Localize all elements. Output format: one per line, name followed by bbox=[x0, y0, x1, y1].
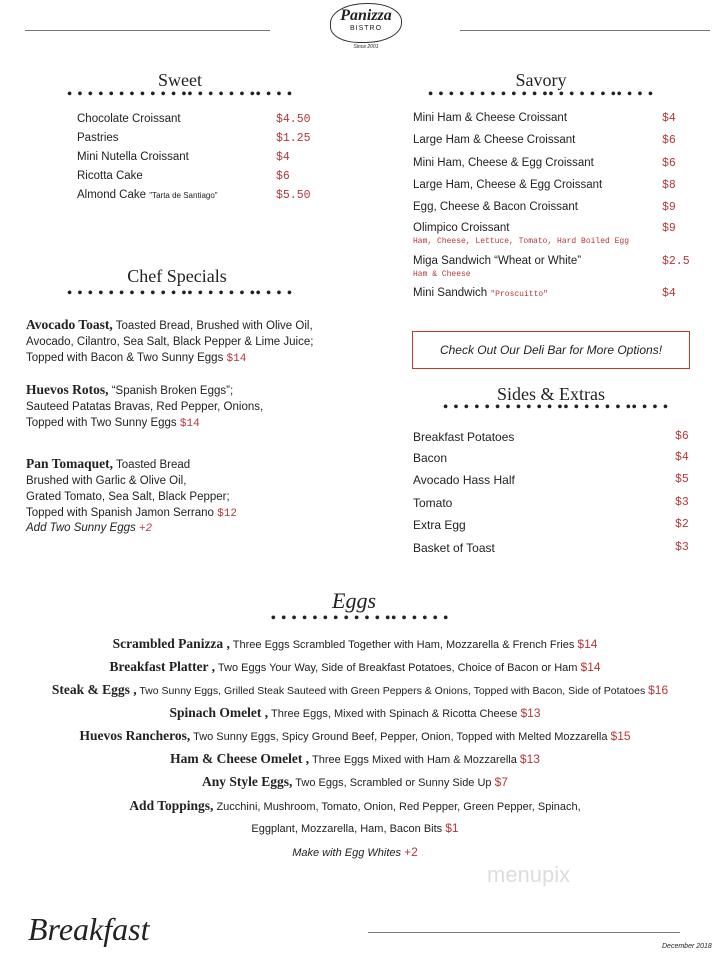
dish-price: $16 bbox=[648, 683, 669, 697]
description-text: Topped with Two Sunny Eggs bbox=[26, 417, 177, 429]
item-price: $4 bbox=[276, 151, 290, 164]
egg-whites-note bbox=[0, 845, 710, 859]
description-text: Topped with Bacon & Two Sunny Eggs bbox=[26, 352, 224, 364]
special-name: Huevos Rotos, bbox=[26, 382, 109, 397]
item-name: Miga Sandwich “Wheat or White” bbox=[413, 255, 582, 267]
menu-item bbox=[77, 189, 218, 201]
menu-item bbox=[77, 113, 181, 125]
item-name: Mini Nutella Croissant bbox=[77, 151, 189, 163]
chef-special bbox=[26, 317, 313, 367]
description-line bbox=[26, 415, 263, 432]
dish-description: Zucchini, Mushroom, Tomato, Onion, Red Pepper, Green Pepper, Spinach, bbox=[216, 801, 581, 813]
item-price: $6 bbox=[276, 170, 290, 183]
chef-addon bbox=[26, 522, 152, 535]
menu-item bbox=[413, 287, 548, 299]
item-name: Ricotta Cake bbox=[77, 170, 143, 182]
item-name: Mini Sandwich bbox=[413, 287, 488, 299]
addon-price: +2 bbox=[138, 523, 153, 535]
item-price: $6 bbox=[662, 157, 676, 170]
description-line bbox=[26, 473, 237, 489]
side-item-price: $5 bbox=[675, 473, 689, 486]
logo bbox=[325, 3, 407, 57]
dish-price: $14 bbox=[580, 660, 601, 674]
dotted-divider: • • • • • • • • • • • •• • • • • • •• • • • bbox=[428, 87, 654, 102]
sides-heading: Sides & Extras bbox=[497, 384, 605, 404]
item-note: "Tarta de Santiago" bbox=[149, 191, 218, 200]
description-line bbox=[26, 350, 313, 367]
dish-description: Two Sunny Eggs, Grilled Steak Sauteed with Green Peppers & Onions, Topped with Bacon, Side of Potatoes bbox=[139, 685, 646, 697]
item-price: $9 bbox=[662, 222, 676, 235]
dish-name: Ham & Cheese Omelet , bbox=[170, 751, 310, 766]
side-item-name: Basket of Toast bbox=[413, 541, 495, 555]
item-price: $4 bbox=[662, 287, 676, 300]
dotted-divider: • • • • • • • • • • • •• • • • • • •• • • • bbox=[443, 400, 669, 415]
description-line bbox=[26, 489, 237, 505]
dish-description: Three Eggs, Mixed with Spinach & Ricotta Cheese bbox=[271, 708, 518, 720]
dish-name: Huevos Rancheros, bbox=[79, 728, 191, 743]
menu-item bbox=[413, 112, 567, 124]
menu-item bbox=[413, 201, 578, 213]
description-text: Grated Tomato, Sea Salt, Black Pepper; bbox=[26, 491, 230, 503]
item-description: Ham & Cheese bbox=[413, 270, 471, 279]
side-item-price: $4 bbox=[675, 451, 689, 464]
dotted-divider: • • • • • • • • • • • •• • • • • • •• • • • bbox=[67, 87, 293, 102]
description-line bbox=[26, 334, 313, 350]
menu-item bbox=[413, 134, 575, 146]
divider bbox=[368, 932, 680, 933]
watermark: menupix bbox=[487, 862, 571, 887]
egg-dish bbox=[0, 821, 710, 835]
menu-item bbox=[413, 157, 594, 169]
description-text: Topped with Spanish Jamon Serrano bbox=[26, 507, 214, 519]
item-note: "Proscuitto" bbox=[490, 290, 548, 299]
divider bbox=[25, 30, 270, 31]
item-name: Olimpico Croissant bbox=[413, 222, 510, 234]
dish-name: Breakfast Platter , bbox=[109, 659, 216, 674]
menu-item bbox=[413, 179, 602, 191]
note-price: +2 bbox=[404, 845, 418, 859]
logo-name: Panizza bbox=[340, 7, 392, 24]
description-line bbox=[26, 399, 263, 415]
item-price: $4.50 bbox=[276, 113, 311, 126]
sweet-heading: Sweet bbox=[158, 70, 202, 90]
side-item-price: $3 bbox=[675, 496, 689, 509]
egg-dish bbox=[0, 774, 710, 790]
egg-dish bbox=[0, 751, 710, 767]
description-line bbox=[26, 317, 313, 334]
dish-name: Any Style Eggs, bbox=[202, 774, 293, 789]
item-name: Large Ham, Cheese & Egg Croissant bbox=[413, 179, 603, 191]
chef-special bbox=[26, 382, 263, 432]
dish-name: Scrambled Panizza , bbox=[112, 636, 230, 651]
item-price: $2.5 bbox=[662, 255, 690, 268]
note-label: Make with Egg Whites bbox=[292, 847, 402, 859]
side-item-name: Tomato bbox=[413, 496, 453, 510]
side-item-name: Breakfast Potatoes bbox=[413, 430, 515, 444]
egg-dish bbox=[0, 636, 710, 652]
special-price: $14 bbox=[226, 353, 247, 365]
logo-sub: BISTRO bbox=[349, 25, 383, 32]
dish-price: $13 bbox=[519, 752, 540, 766]
item-description: Ham, Cheese, Lettuce, Tomato, Hard Boiled Egg bbox=[413, 237, 630, 246]
egg-dish bbox=[0, 682, 720, 698]
savory-heading: Savory bbox=[515, 70, 567, 90]
special-name: Pan Tomaquet, bbox=[26, 456, 114, 471]
dotted-divider: • • • • • • • • • • • •• • • • • • •• • • • bbox=[67, 286, 293, 301]
item-name: Chocolate Croissant bbox=[77, 113, 181, 125]
menu-item bbox=[77, 132, 119, 144]
item-price: $6 bbox=[662, 134, 676, 147]
dish-price: $7 bbox=[494, 775, 508, 789]
menu-item bbox=[413, 255, 581, 267]
description-text: Avocado, Cilantro, Sea Salt, Black Pepper & Lime Juice; bbox=[26, 336, 314, 348]
side-item-name: Extra Egg bbox=[413, 518, 466, 532]
item-name: Pastries bbox=[77, 132, 119, 144]
egg-dish bbox=[0, 798, 710, 814]
description-text: Brushed with Garlic & Olive Oil, bbox=[26, 475, 187, 487]
side-item-name: Bacon bbox=[413, 451, 448, 465]
eggs-heading: Eggs bbox=[332, 588, 376, 613]
description-text: “Spanish Broken Eggs”; bbox=[111, 385, 234, 397]
item-name: Mini Ham, Cheese & Egg Croissant bbox=[413, 157, 594, 169]
item-price: $4 bbox=[662, 112, 676, 125]
item-price: $8 bbox=[662, 179, 676, 192]
dish-description: Two Eggs Your Way, Side of Breakfast Potatoes, Choice of Bacon or Ham bbox=[217, 662, 578, 674]
side-item-price: $3 bbox=[675, 541, 689, 554]
dish-price: $15 bbox=[610, 729, 631, 743]
dish-description: Three Eggs Mixed with Ham & Mozzarella bbox=[312, 754, 517, 766]
addon-label: Add Two Sunny Eggs bbox=[26, 522, 136, 534]
side-item-name: Avocado Hass Half bbox=[413, 473, 515, 487]
dish-price: $1 bbox=[445, 821, 459, 835]
egg-dish bbox=[0, 705, 710, 721]
dish-name: Add Toppings, bbox=[129, 798, 214, 813]
description-text: Sauteed Patatas Bravas, Red Pepper, Onions, bbox=[26, 401, 264, 413]
dish-name: Spinach Omelet , bbox=[169, 705, 269, 720]
footer-date: December 2018 bbox=[662, 943, 712, 950]
dish-name: Steak & Eggs , bbox=[51, 682, 137, 697]
description-line bbox=[26, 456, 237, 473]
dish-description: Two Eggs, Scrambled or Sunny Side Up bbox=[295, 777, 492, 789]
dotted-divider: • • • • • • • • • • • •• • • • • • bbox=[270, 611, 450, 626]
logo-since: Since 2001 bbox=[353, 44, 379, 50]
item-name: Egg, Cheese & Bacon Croissant bbox=[413, 201, 578, 213]
description-text: Toasted Bread, Brushed with Olive Oil, bbox=[115, 320, 313, 332]
chef-special bbox=[26, 456, 237, 522]
dish-price: $14 bbox=[577, 637, 598, 651]
menu-item bbox=[77, 170, 143, 182]
item-name: Mini Ham & Cheese Croissant bbox=[413, 112, 568, 124]
menu-item bbox=[77, 151, 189, 163]
item-price: $9 bbox=[662, 201, 676, 214]
dish-description: Two Sunny Eggs, Spicy Ground Beef, Pepper, Onion, Topped with Melted Mozzarella bbox=[193, 731, 608, 743]
side-item-price: $6 bbox=[675, 430, 689, 443]
divider bbox=[460, 30, 710, 31]
dish-price: $13 bbox=[520, 706, 541, 720]
dish-description: Eggplant, Mozzarella, Ham, Bacon Bits bbox=[251, 823, 443, 835]
dish-description: Three Eggs Scrambled Together with Ham, Mozzarella & French Fries bbox=[232, 639, 575, 651]
item-price: $5.50 bbox=[276, 189, 311, 202]
description-line bbox=[26, 382, 263, 399]
egg-dish bbox=[0, 728, 710, 744]
chef-specials-heading: Chef Specials bbox=[127, 266, 227, 286]
special-price: $12 bbox=[217, 508, 237, 520]
egg-dish bbox=[0, 659, 710, 675]
item-price: $1.25 bbox=[276, 132, 311, 145]
item-name: Large Ham & Cheese Croissant bbox=[413, 134, 576, 146]
deli-bar-box: Check Out Our Deli Bar for More Options! bbox=[412, 331, 690, 369]
special-price: $14 bbox=[179, 418, 200, 430]
menu-item bbox=[413, 222, 510, 234]
footer-title: Breakfast bbox=[28, 911, 150, 947]
special-name: Avocado Toast, bbox=[26, 317, 113, 332]
item-name: Almond Cake bbox=[77, 189, 147, 201]
side-item-price: $2 bbox=[675, 518, 689, 531]
description-text: Toasted Bread bbox=[116, 459, 191, 471]
description-line bbox=[26, 505, 237, 522]
